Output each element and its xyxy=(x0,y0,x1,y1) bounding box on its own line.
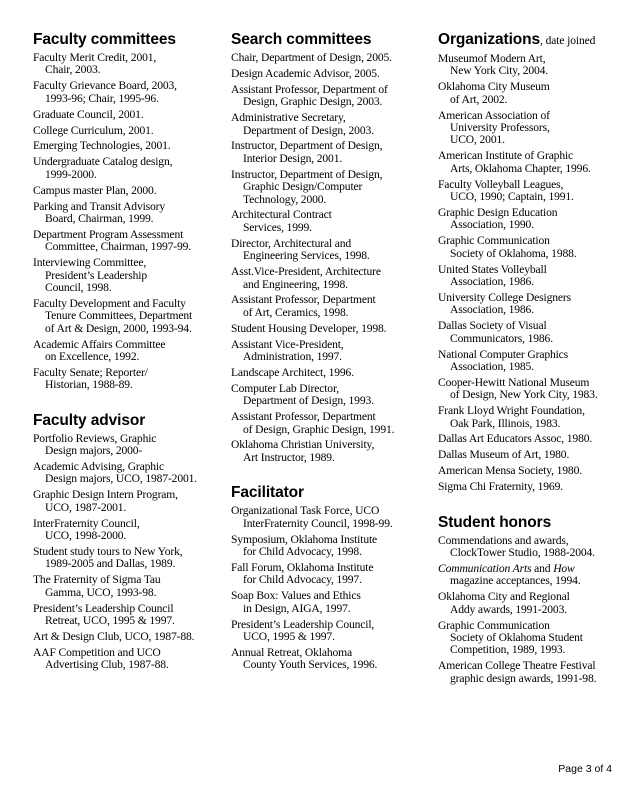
list-item: Instructor, Department of Design, Graphic Design/Computer Technology, 2000. xyxy=(231,167,383,206)
column-left xyxy=(33,31,223,692)
list-item: Graphic Communication Society of Oklahoma, 1988. xyxy=(438,234,577,260)
section-title: Search committees xyxy=(231,31,372,48)
section-title: Faculty advisor xyxy=(33,411,146,429)
list-item: Soap Box: Values and Ethics in Design, AIGA, 1997. xyxy=(231,589,361,615)
list-item: Academic Advising, Graphic Design majors, UCO, 1987-2001. xyxy=(33,460,198,486)
list-item: Assistant Vice-President, Administration, 1997. xyxy=(231,337,344,364)
publication-title: Communication Arts xyxy=(438,561,532,575)
list-item: InterFraternity Council, UCO, 1998-2000. xyxy=(33,516,140,543)
list-item: Chair, Department of Design, 2005. xyxy=(231,51,392,64)
list-item: Fall Forum, Oklahoma Institute for Child Advocacy, 1997. xyxy=(231,560,374,587)
list-item: Administrative Secretary, Department of Design, 2003. xyxy=(231,111,374,137)
page-number: Page 3 of 4 xyxy=(558,763,612,775)
list-item: Oklahoma Christian University, Art Instructor, 1989. xyxy=(231,438,375,464)
section-heading xyxy=(231,484,431,502)
list-item: Museumof Modern Art, New York City, 2004. xyxy=(438,52,549,78)
publication-title: How xyxy=(553,561,575,575)
section-heading xyxy=(438,514,638,532)
section-facilitator xyxy=(231,484,431,671)
list-item: Interviewing Committee, President’s Leadership Council, 1998. xyxy=(33,256,147,294)
list-item: American Association of University Professors, UCO, 2001. xyxy=(438,108,550,147)
list-item: College Curriculum, 2001. xyxy=(33,123,154,137)
list-item: Faculty Volleyball Leagues, UCO, 1990; Captain, 1991. xyxy=(438,177,574,204)
list-item: Dallas Art Educators Assoc, 1980. xyxy=(438,432,593,446)
section-subtitle: , date joined xyxy=(540,35,596,47)
list-item: University College Designers Association, 1986. xyxy=(438,290,571,317)
list-item: Asst.Vice-President, Architecture and Engineering, 1998. xyxy=(231,265,381,291)
list-item: Symposium, Oklahoma Institute for Child Advocacy, 1998. xyxy=(231,532,378,558)
list-item: Assistant Professor, Department of Design, Graphic Design, 2003. xyxy=(231,82,388,109)
list-item: Student Housing Developer, 1998. xyxy=(231,321,387,335)
list-item: Undergraduate Catalog design, 1999-2000. xyxy=(33,155,173,181)
section-heading xyxy=(438,31,638,50)
list-item: Oklahoma City Museum of Art, 2002. xyxy=(438,80,550,106)
list-item: Assistant Professor, Department of Art, Ceramics, 1998. xyxy=(231,293,376,319)
list-item: Graduate Council, 2001. xyxy=(33,107,144,121)
list-item: Commendations and awards, ClockTower Studio, 1988-2004. xyxy=(438,533,595,559)
list-item: National Computer Graphics Association, 1985. xyxy=(438,347,569,373)
section-organizations xyxy=(438,31,638,494)
list-item: Parking and Transit Advisory Board, Chairman, 1999. xyxy=(33,199,166,225)
section-title: Organizations xyxy=(438,31,541,48)
list-item: Design Academic Advisor, 2005. xyxy=(231,66,380,80)
list-item: American Institute of Graphic Arts, Oklahoma Chapter, 1996. xyxy=(438,149,591,175)
list-item: Faculty Merit Credit, 2001, Chair, 2003. xyxy=(33,51,157,77)
list-item: Graphic Communication Society of Oklahoma Student Competition, 1989, 1993. xyxy=(438,618,583,657)
list-item: Graphic Design Intern Program, UCO, 1987-2001. xyxy=(33,488,178,514)
list-item: Department Program Assessment Committee, Chairman, 1997-99. xyxy=(33,227,192,254)
list-item: Portfolio Reviews, Graphic Design majors, 2000- xyxy=(33,431,157,458)
section-heading xyxy=(231,31,431,49)
list-item: Academic Affairs Committee on Excellence, 1992. xyxy=(33,337,166,364)
list-item: Student study tours to New York, 1989-2005 and Dallas, 1989. xyxy=(33,545,183,571)
list-item: Emerging Technologies, 2001. xyxy=(33,139,171,153)
list-item: Dallas Museum of Art, 1980. xyxy=(438,448,570,462)
list-item: Sigma Chi Fraternity, 1969. xyxy=(438,480,563,494)
list-item: Oklahoma City and Regional Addy awards, 1991-2003. xyxy=(438,590,570,616)
list-item: Assistant Professor, Department of Design, Graphic Design, 1991. xyxy=(231,410,395,436)
list-item: Communication Arts and How magazine acceptances, 1994. xyxy=(438,561,581,588)
list-item: Computer Lab Director, Department of Design, 1993. xyxy=(231,381,374,408)
section-faculty-advisor xyxy=(33,412,223,672)
list-item: Director, Architectural and Engineering Services, 1998. xyxy=(231,236,370,263)
list-item: Cooper-Hewitt National Museum of Design, New York City, 1983. xyxy=(438,375,598,402)
section-faculty-committees xyxy=(33,31,223,392)
section-search-committees xyxy=(231,31,431,464)
list-item: Faculty Senate; Reporter/ Historian, 1988-89. xyxy=(33,365,148,392)
list-item: AAF Competition and UCO Advertising Club, 1987-88. xyxy=(33,645,169,672)
list-item: Instructor, Department of Design, Interior Design, 2001. xyxy=(231,139,383,165)
section-heading xyxy=(33,31,223,49)
list-item: Faculty Grievance Board, 2003, 1993-96; Chair, 1995-96. xyxy=(33,79,177,105)
list-item: Graphic Design Education Association, 1990. xyxy=(438,205,558,232)
section-heading xyxy=(33,412,223,430)
list-item: The Fraternity of Sigma Tau Gamma, UCO, 1993-98. xyxy=(33,573,161,599)
list-item: Dallas Society of Visual Communicators, 1986. xyxy=(438,319,553,345)
section-title: Faculty committees xyxy=(33,31,176,48)
list-item: Art & Design Club, UCO, 1987-88. xyxy=(33,629,195,643)
list-item: Organizational Task Force, UCO InterFraternity Council, 1998-99. xyxy=(231,504,393,530)
section-student-honors xyxy=(438,514,638,685)
list-item: Annual Retreat, Oklahoma County Youth Services, 1996. xyxy=(231,645,378,672)
list-item: Campus master Plan, 2000. xyxy=(33,183,157,197)
list-item: Architectural Contract Services, 1999. xyxy=(231,208,332,234)
list-item: American College Theatre Festival graphic design awards, 1991-98. xyxy=(438,659,597,685)
column-right xyxy=(438,31,638,705)
list-item: American Mensa Society, 1980. xyxy=(438,464,582,478)
section-title: Facilitator xyxy=(231,484,304,502)
list-item: President’s Leadership Council, UCO, 1995 & 1997. xyxy=(231,617,375,643)
list-item: Frank Lloyd Wright Foundation, Oak Park, Illinois, 1983. xyxy=(438,404,585,430)
section-title: Student honors xyxy=(438,513,552,531)
list-item: United States Volleyball Association, 1986. xyxy=(438,262,547,288)
column-middle xyxy=(231,31,431,692)
list-item: Faculty Development and Faculty Tenure Committees, Department of Art & Design, 2000, 1993-94. xyxy=(33,296,193,335)
list-item: President’s Leadership Council Retreat, UCO, 1995 & 1997. xyxy=(33,601,175,628)
list-item: Landscape Architect, 1996. xyxy=(231,365,354,379)
